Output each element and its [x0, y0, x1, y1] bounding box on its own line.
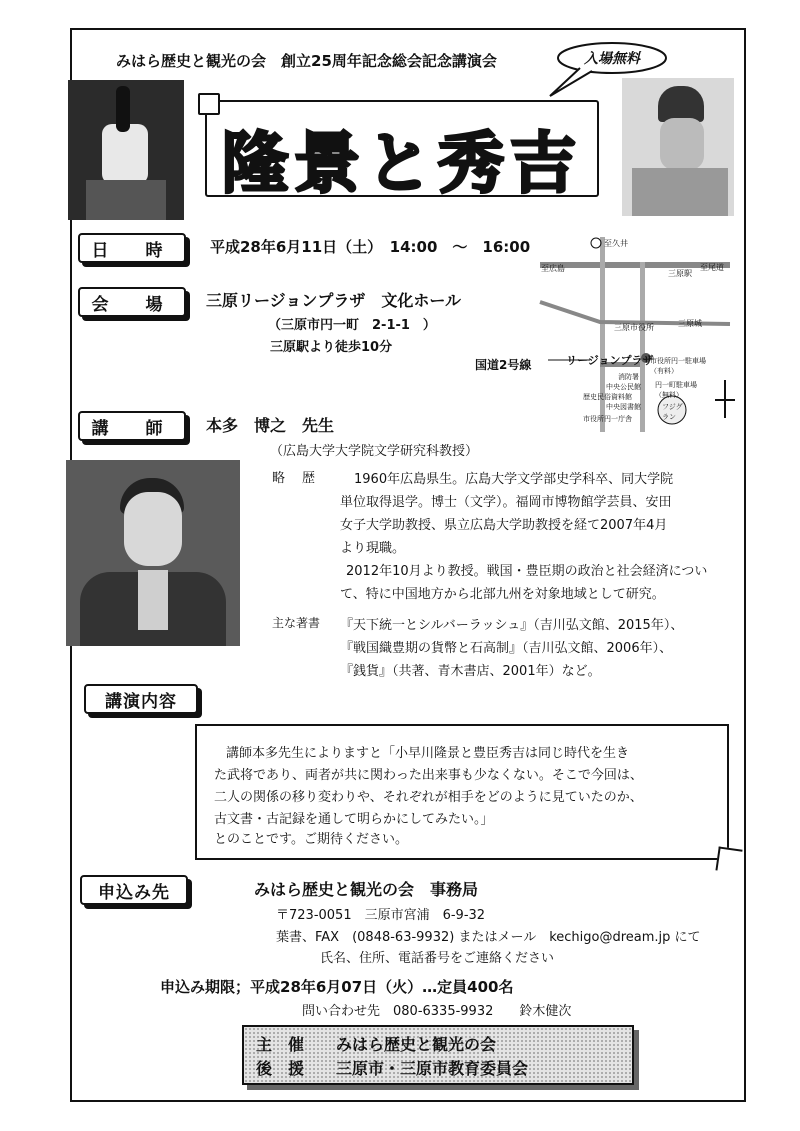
venue-address: （三原市円一町 2-1-1 ） [268, 318, 436, 333]
application-deadline: 申込み期限；平成28年6月07日（火）…定員400名 [160, 978, 514, 996]
content-label: 講演内容 [84, 684, 198, 714]
main-title: 隆景と秀吉 [222, 125, 582, 202]
host-label: 主 催 [256, 1035, 305, 1054]
venue-label: 会 場 [78, 287, 186, 317]
content-line-3: 二人の関係の移り変わりや、それぞれが相手をどのように見ていたのか、 [214, 790, 643, 805]
map-label-route2: 国道2号線 [475, 358, 532, 372]
bio-line-1: 1960年広島県生。広島大学文学部史学科卒、同大学院 [354, 472, 674, 487]
lecturer-label: 講 師 [78, 411, 186, 441]
map-label-fuji-grand: フジグラン [662, 403, 683, 421]
venue-access: 三原駅より徒歩10分 [270, 340, 393, 355]
support-value: 三原市・三原市教育委員会 [336, 1059, 529, 1078]
free-admission-label: 入場無料 [584, 51, 640, 67]
venue-map [450, 232, 740, 432]
works-line-3: 『銭貨』（共著、青木書店、2001年）など。 [340, 664, 601, 679]
map-label-history-museum: 歴史民俗資料館 [583, 393, 632, 401]
bio-line-4: より現職。 [340, 541, 406, 556]
map-label-to-onomichi: 至尾道 [700, 263, 724, 272]
content-line-4: 古文書・古記録を通して明らかにしてみたい。」 [214, 812, 494, 827]
lecturer-photo-image [66, 460, 240, 646]
application-address: 〒723-0051 三原市宮浦 6-9-32 [276, 908, 486, 923]
map-label-central-park: 中央公民館 [606, 383, 641, 391]
main-title-box [205, 100, 599, 202]
lecturer-name: 本多 博之 先生 [206, 416, 335, 435]
map-label-parking2: 円一町駐車場（無料） [655, 381, 697, 399]
map-label-shin-kutsui: 至久井 [604, 239, 628, 248]
date-value: 平成28年6月11日（土） 14:00 ～ 16:00 [210, 238, 531, 256]
organizer-title: みはら歴史と観光の会 創立25周年記念総会記念講演会 [116, 52, 497, 70]
works-label: 主な著書 [272, 616, 321, 630]
works-line-2: 『戦国織豊期の貨幣と石高制』（吉川弘文館、2006年）、 [340, 641, 673, 656]
map-label-miharajo: 三原城 [678, 319, 702, 328]
content-line-5: とのことです。ご期待ください。 [214, 832, 408, 847]
host-value: みはら歴史と観光の会 [336, 1035, 497, 1054]
application-contact: 葉書、FAX (0848-63-9932) またはメール kechigo@dream.jp にて [276, 930, 701, 945]
works-line-1: 『天下統一とシルバーラッシュ』（吉川弘文館、2015年）、 [340, 618, 684, 633]
content-line-1: 講師本多先生によりますと「小早川隆景と豊臣秀吉は同じ時代を生き [226, 746, 630, 761]
map-label-to-hiroshima: 至広島 [541, 264, 565, 273]
date-label: 日 時 [78, 233, 186, 263]
application-inquiry: 問い合わせ先 080-6335-9932 鈴木健次 [302, 1004, 572, 1019]
application-label: 申込み先 [80, 875, 188, 905]
lecturer-affiliation: （広島大学大学院文学研究科教授） [270, 444, 479, 459]
application-contact-note: 氏名、住所、電話番号をご連絡ください [320, 951, 555, 966]
application-org: みはら歴史と観光の会 事務局 [254, 880, 479, 899]
content-line-2: た武将であり、両者が共に関わった出来事も少なくない。そこで今回は、 [214, 768, 643, 783]
portrait-hideyoshi-image [622, 78, 734, 216]
map-label-parking1: 市役所円一駐車場（有料） [650, 357, 706, 375]
bio-line-5: 2012年10月より教授。戦国・豊臣期の政治と社会経済につい [346, 564, 708, 579]
map-label-city-annex: 市役所円一庁舎 [583, 415, 632, 423]
map-label-region-plaza: リージョンプラザ [566, 354, 654, 367]
map-label-mihara-station: 三原駅 [668, 269, 692, 278]
map-label-library: 中央図書館 [606, 403, 641, 411]
portrait-kobayakawa-image [68, 80, 184, 220]
bio-line-3: 女子大学助教授、県立広島大学助教授を経て2007年4月 [340, 518, 668, 533]
map-label-fire-station: 消防署 [618, 373, 639, 381]
venue-name: 三原リージョンプラザ 文化ホール [206, 291, 462, 310]
bio-label: 略 歴 [272, 471, 318, 486]
map-label-city-hall: 三原市役所 [614, 323, 654, 332]
bio-line-6: て、特に中国地方から北部九州を対象地域として研究。 [340, 587, 665, 602]
support-label: 後 援 [256, 1059, 305, 1078]
bio-line-2: 単位取得退学。博士（文学）。福岡市博物館学芸員、安田 [340, 495, 672, 510]
